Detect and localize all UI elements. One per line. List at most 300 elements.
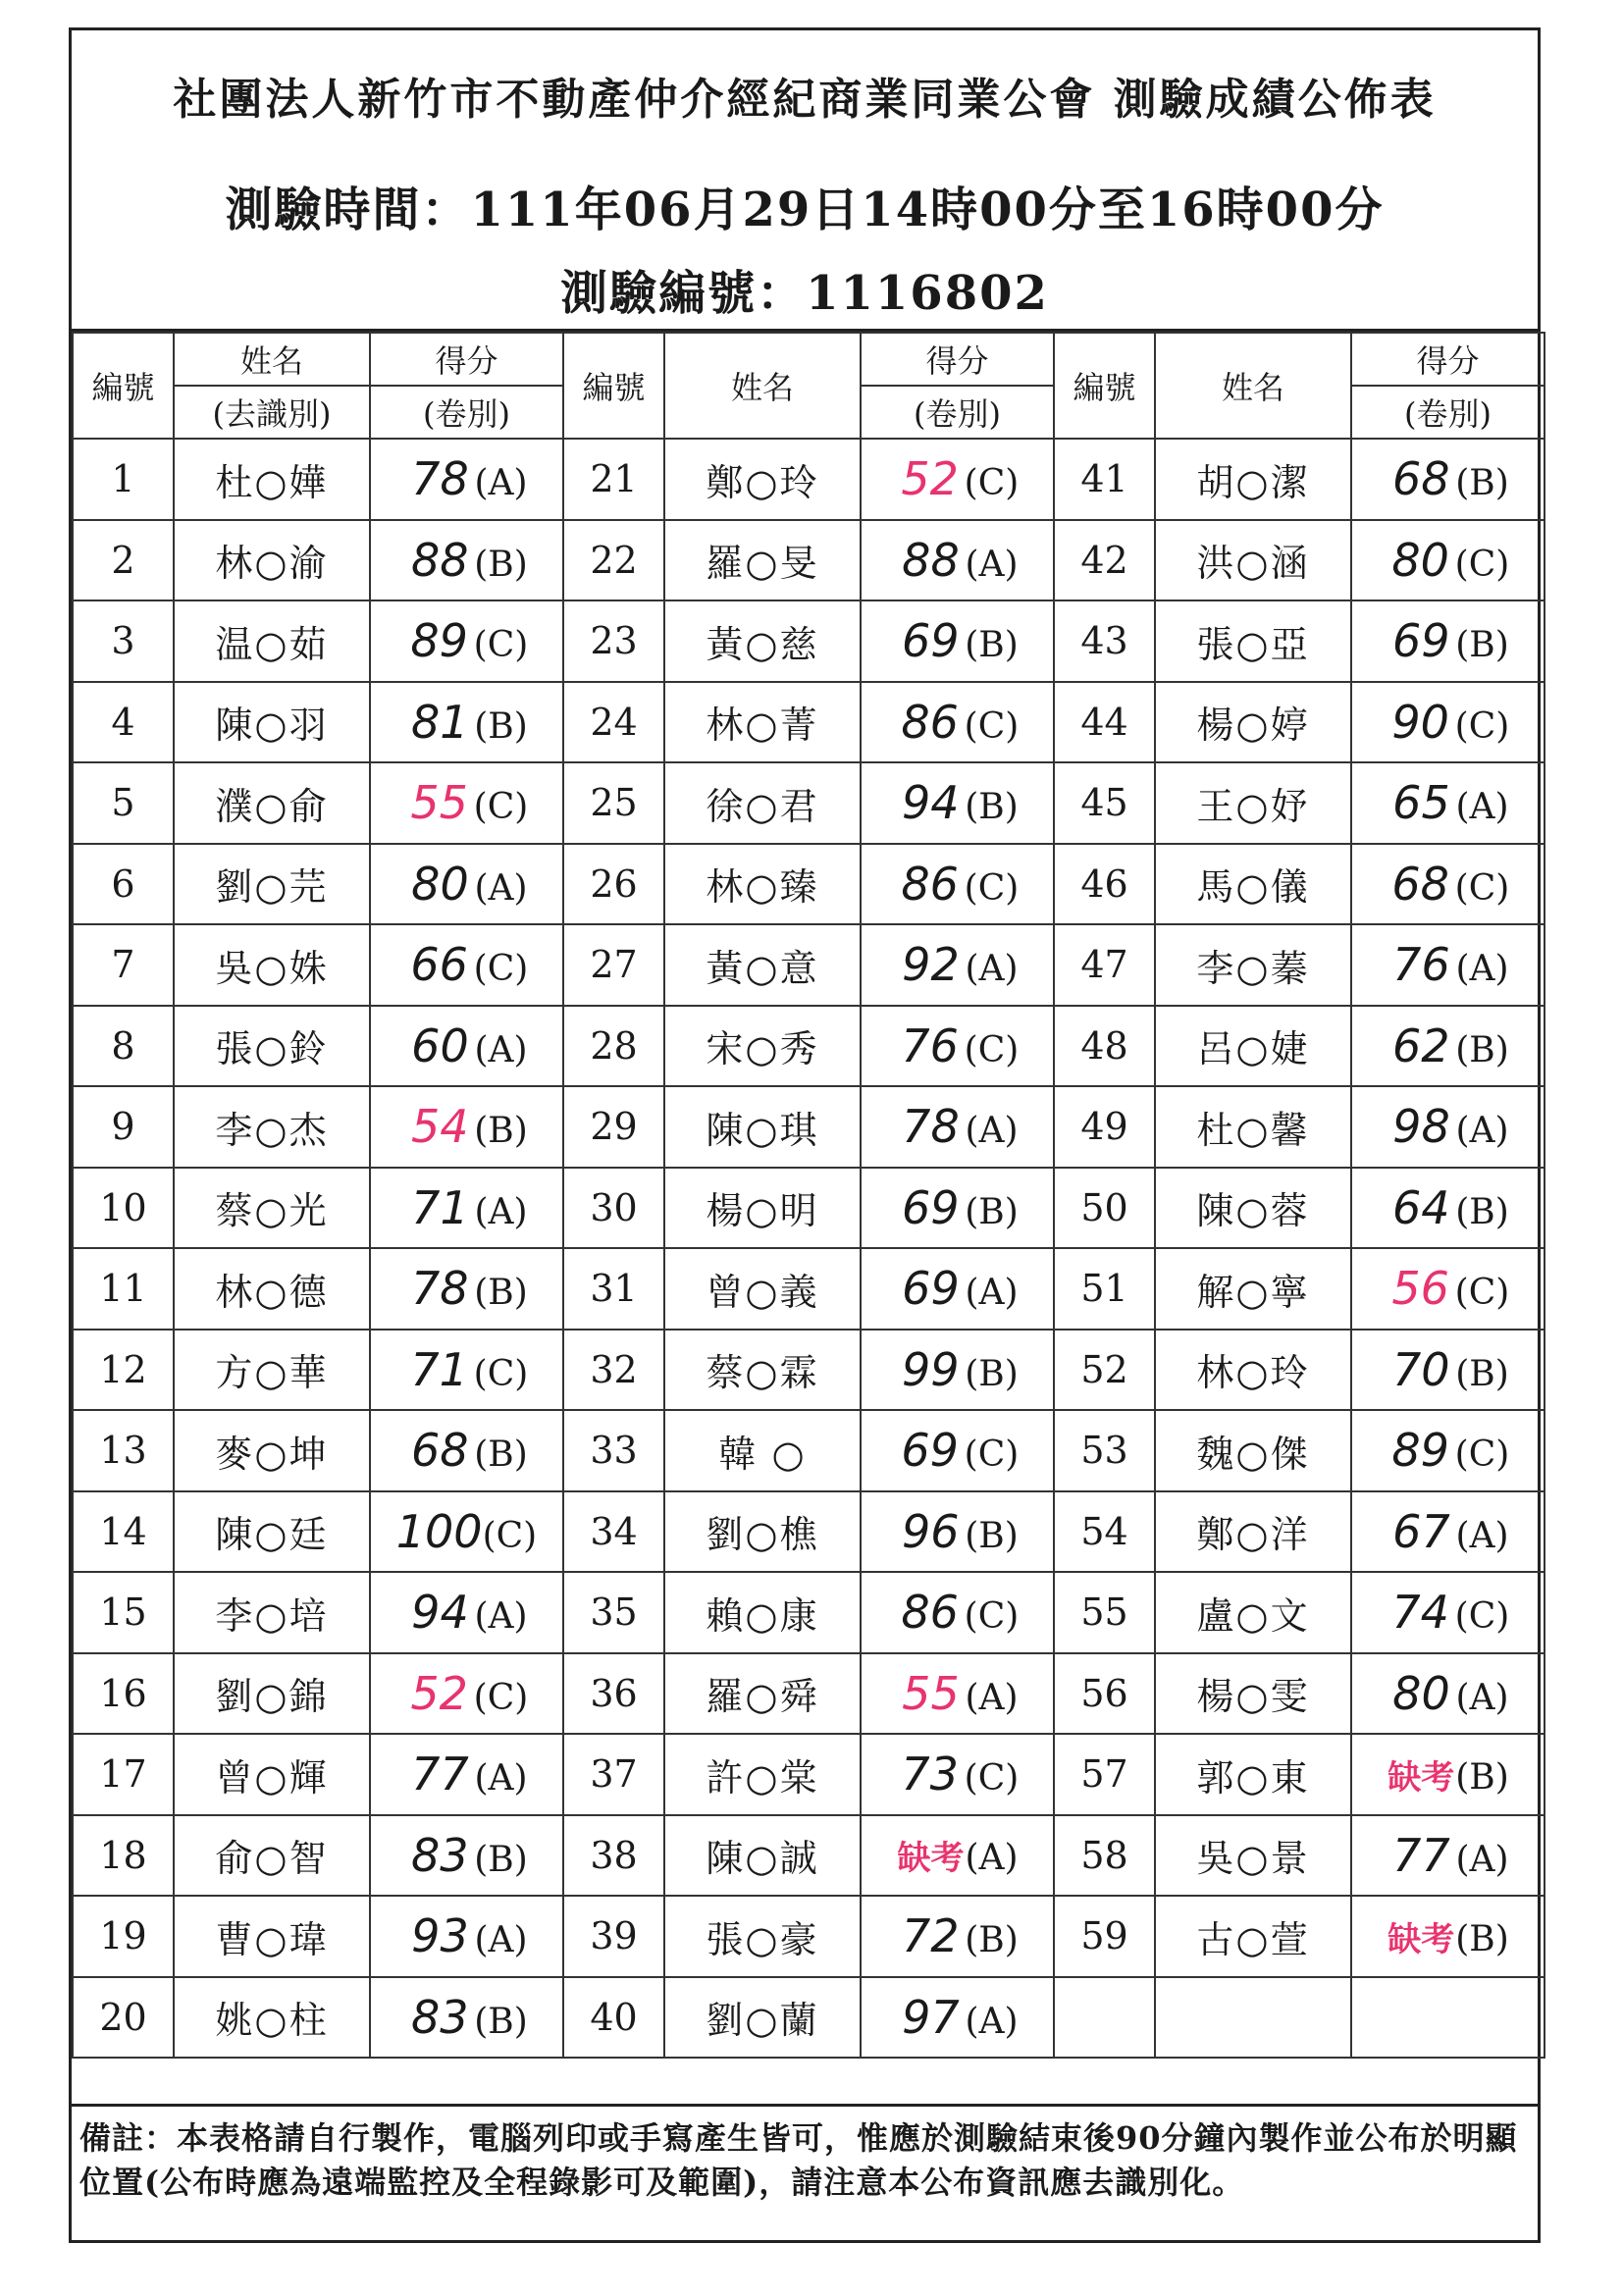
entry-score: 65 bbox=[1392, 776, 1450, 830]
entry-paper-type: (B) bbox=[965, 1353, 1019, 1394]
entry-paper-type: (C) bbox=[1454, 544, 1510, 585]
entry-score: 69 bbox=[1391, 614, 1450, 668]
entry-number: 32 bbox=[563, 1330, 664, 1411]
entry-name bbox=[1155, 1977, 1351, 2059]
entry-number: 43 bbox=[1054, 600, 1155, 682]
entry-score-cell bbox=[370, 600, 563, 682]
entry-number: 46 bbox=[1054, 844, 1155, 925]
entry-number: 8 bbox=[73, 1006, 174, 1087]
entry-score-cell bbox=[1351, 1086, 1544, 1168]
entry-score: 69 bbox=[902, 1262, 960, 1316]
entry-name: 胡○潔 bbox=[1155, 439, 1351, 520]
entry-score: 90 bbox=[1391, 695, 1449, 749]
entry-number: 26 bbox=[563, 844, 664, 925]
entry-score-cell bbox=[861, 1572, 1054, 1653]
entry-paper-type: (A) bbox=[474, 1758, 528, 1800]
entry-name: 賴○康 bbox=[664, 1572, 861, 1653]
entry-number: 38 bbox=[563, 1815, 664, 1897]
entry-score: 78 bbox=[410, 1262, 469, 1316]
entry-score-cell bbox=[1351, 762, 1544, 844]
entry-score: 62 bbox=[1391, 1018, 1450, 1072]
entry-score-cell bbox=[1351, 682, 1544, 763]
entry-score: 83 bbox=[410, 1990, 469, 2044]
entry-score: 77 bbox=[1392, 1828, 1450, 1882]
entry-paper-type: (B) bbox=[474, 1839, 528, 1880]
entry-name: 李○培 bbox=[174, 1572, 370, 1653]
entry-score-cell bbox=[1351, 1248, 1544, 1330]
entry-score-cell bbox=[861, 1815, 1054, 1897]
entry-name: 馬○儀 bbox=[1155, 844, 1351, 925]
entry-paper-type: (A) bbox=[965, 1838, 1019, 1879]
entry-score: 54 bbox=[410, 1100, 469, 1154]
entry-score-cell bbox=[861, 600, 1054, 682]
entry-number: 58 bbox=[1054, 1815, 1155, 1897]
entry-number: 44 bbox=[1054, 682, 1155, 763]
entry-score-cell bbox=[861, 1168, 1054, 1249]
entry-score-cell bbox=[370, 1248, 563, 1330]
entry-name: 蔡○光 bbox=[174, 1168, 370, 1249]
entry-name: 姚○柱 bbox=[174, 1977, 370, 2059]
entry-paper-type: (B) bbox=[474, 544, 528, 585]
entry-score: 76 bbox=[1392, 938, 1450, 992]
entry-number: 40 bbox=[563, 1977, 664, 2059]
col-header-name: 姓名 bbox=[664, 333, 861, 439]
entry-name: 劉○芫 bbox=[174, 844, 370, 925]
entry-name: 鄭○洋 bbox=[1155, 1491, 1351, 1573]
entry-score: 80 bbox=[411, 857, 469, 911]
entry-score-cell bbox=[370, 1653, 563, 1735]
entry-score: 93 bbox=[411, 1909, 469, 1963]
entry-number: 57 bbox=[1054, 1734, 1155, 1815]
entry-number: 21 bbox=[563, 439, 664, 520]
entry-score-cell bbox=[861, 1977, 1054, 2059]
table-row bbox=[73, 1977, 1544, 2059]
entry-score: 68 bbox=[410, 1424, 469, 1478]
scores-table bbox=[72, 332, 1545, 2059]
col-header-no: 編號 bbox=[73, 333, 174, 439]
entry-paper-type: (A) bbox=[965, 949, 1019, 990]
entry-score: 71 bbox=[410, 1342, 468, 1396]
page-title: 社團法人新竹市不動產仲介經紀商業同業公會 測驗成績公佈表 bbox=[173, 75, 1437, 125]
entry-number: 39 bbox=[563, 1896, 664, 1977]
entry-name: 黃○慈 bbox=[664, 600, 861, 682]
entry-score-cell bbox=[1351, 1977, 1544, 2059]
entry-paper-type: (B) bbox=[474, 1273, 528, 1314]
entry-score-cell bbox=[370, 1410, 563, 1491]
entry-number: 51 bbox=[1054, 1248, 1155, 1330]
entry-score-cell bbox=[861, 520, 1054, 601]
entry-score: 100 bbox=[395, 1504, 483, 1558]
entry-score-cell bbox=[1351, 439, 1544, 520]
entry-score: 86 bbox=[901, 1586, 959, 1640]
entry-name: 陳○羽 bbox=[174, 682, 370, 763]
entry-score: 72 bbox=[901, 1909, 960, 1963]
entry-score: 73 bbox=[901, 1748, 959, 1801]
entry-score: 94 bbox=[901, 776, 960, 830]
entry-score: 99 bbox=[901, 1342, 960, 1396]
entry-name: 林○玲 bbox=[1155, 1330, 1351, 1411]
entry-number: 9 bbox=[73, 1086, 174, 1168]
entry-name: 陳○琪 bbox=[664, 1086, 861, 1168]
entry-paper-type: (B) bbox=[1455, 1029, 1509, 1070]
entry-score-cell bbox=[370, 844, 563, 925]
entry-paper-type: (C) bbox=[964, 1758, 1020, 1800]
entry-number: 3 bbox=[73, 600, 174, 682]
entry-number: 1 bbox=[73, 439, 174, 520]
entry-number: 56 bbox=[1054, 1653, 1155, 1735]
entry-score: 68 bbox=[1391, 857, 1449, 911]
entry-score-cell bbox=[370, 1330, 563, 1411]
entry-score: 66 bbox=[410, 938, 468, 992]
entry-score-cell bbox=[861, 1248, 1054, 1330]
entry-number: 7 bbox=[73, 924, 174, 1006]
entry-score: 92 bbox=[902, 938, 960, 992]
entry-name: 呂○婕 bbox=[1155, 1006, 1351, 1087]
entry-name: 張○豪 bbox=[664, 1896, 861, 1977]
entry-paper-type: (A) bbox=[474, 1029, 528, 1070]
table-row bbox=[73, 1410, 1544, 1491]
entry-score-cell bbox=[1351, 1168, 1544, 1249]
entry-score-cell bbox=[1351, 1896, 1544, 1977]
entry-score: 71 bbox=[411, 1180, 469, 1234]
entry-number: 29 bbox=[563, 1086, 664, 1168]
entry-number: 59 bbox=[1054, 1896, 1155, 1977]
entry-number: 22 bbox=[563, 520, 664, 601]
entry-name: 陳○蓉 bbox=[1155, 1168, 1351, 1249]
table-row bbox=[73, 1491, 1544, 1573]
entry-number: 31 bbox=[563, 1248, 664, 1330]
entry-paper-type: (C) bbox=[1454, 705, 1510, 747]
entry-score: 83 bbox=[410, 1828, 469, 1882]
entry-number: 18 bbox=[73, 1815, 174, 1897]
entry-score-cell bbox=[861, 1491, 1054, 1573]
entry-score: 64 bbox=[1391, 1180, 1450, 1234]
entry-score-cell bbox=[861, 682, 1054, 763]
entry-name: 楊○婷 bbox=[1155, 682, 1351, 763]
entry-paper-type: (A) bbox=[965, 544, 1019, 585]
entry-name: 劉○樵 bbox=[664, 1491, 861, 1573]
entry-score: 70 bbox=[1391, 1342, 1450, 1396]
entry-score-cell bbox=[370, 1572, 563, 1653]
entry-number: 49 bbox=[1054, 1086, 1155, 1168]
absent-mark: 缺考 bbox=[1387, 1919, 1455, 1959]
entry-name: 劉○蘭 bbox=[664, 1977, 861, 2059]
entry-paper-type: (C) bbox=[482, 1515, 538, 1556]
entry-number: 53 bbox=[1054, 1410, 1155, 1491]
entry-number: 19 bbox=[73, 1896, 174, 1977]
entry-paper-type: (B) bbox=[474, 2001, 528, 2042]
entry-number bbox=[1054, 1977, 1155, 2059]
entry-name: 温○茹 bbox=[174, 600, 370, 682]
entry-number: 13 bbox=[73, 1410, 174, 1491]
entry-score-cell bbox=[370, 1168, 563, 1249]
table-row bbox=[73, 844, 1544, 925]
entry-number: 12 bbox=[73, 1330, 174, 1411]
entry-score-cell bbox=[370, 762, 563, 844]
table-row bbox=[73, 1653, 1544, 1735]
entry-score: 55 bbox=[902, 1666, 960, 1720]
entry-score-cell bbox=[370, 439, 563, 520]
entry-name: 麥○坤 bbox=[174, 1410, 370, 1491]
entry-paper-type: (A) bbox=[965, 1111, 1019, 1152]
entry-name: 吳○姝 bbox=[174, 924, 370, 1006]
entry-number: 17 bbox=[73, 1734, 174, 1815]
entry-score-cell bbox=[370, 1491, 563, 1573]
entry-number: 47 bbox=[1054, 924, 1155, 1006]
table-row bbox=[73, 1896, 1544, 1977]
entry-score-cell bbox=[370, 520, 563, 601]
entry-paper-type: (A) bbox=[474, 1596, 528, 1638]
entry-name: 陳○廷 bbox=[174, 1491, 370, 1573]
entry-paper-type: (A) bbox=[474, 867, 528, 909]
entry-name: 羅○舜 bbox=[664, 1653, 861, 1735]
col-header-name-note: (去識別) bbox=[174, 386, 370, 439]
entry-score: 86 bbox=[901, 695, 959, 749]
entry-name: 林○菁 bbox=[664, 682, 861, 763]
entry-paper-type: (A) bbox=[1455, 949, 1509, 990]
table-row bbox=[73, 1572, 1544, 1653]
entry-name: 林○德 bbox=[174, 1248, 370, 1330]
absent-mark: 缺考 bbox=[897, 1839, 965, 1879]
col-header-paper: (卷別) bbox=[370, 386, 563, 439]
entry-score: 74 bbox=[1391, 1586, 1449, 1640]
entry-number: 33 bbox=[563, 1410, 664, 1491]
entry-paper-type: (A) bbox=[474, 1920, 528, 1961]
entry-score-cell bbox=[1351, 1815, 1544, 1897]
entry-paper-type: (A) bbox=[1455, 1515, 1509, 1556]
entry-paper-type: (C) bbox=[964, 463, 1020, 504]
results-sheet bbox=[69, 27, 1541, 2243]
entry-number: 2 bbox=[73, 520, 174, 601]
entry-number: 35 bbox=[563, 1572, 664, 1653]
entry-name: 蔡○霖 bbox=[664, 1330, 861, 1411]
entry-paper-type: (A) bbox=[1455, 1111, 1509, 1152]
entry-paper-type: (C) bbox=[1454, 1596, 1510, 1638]
entry-score: 69 bbox=[901, 1180, 960, 1234]
table-row bbox=[73, 1734, 1544, 1815]
col-header-score: 得分 bbox=[861, 333, 1054, 386]
entry-score-cell bbox=[1351, 1734, 1544, 1815]
entry-paper-type: (B) bbox=[1455, 1353, 1509, 1394]
entry-score-cell bbox=[1351, 1491, 1544, 1573]
entry-score-cell bbox=[1351, 924, 1544, 1006]
entry-number: 11 bbox=[73, 1248, 174, 1330]
entry-number: 52 bbox=[1054, 1330, 1155, 1411]
entry-paper-type: (C) bbox=[964, 867, 1020, 909]
table-row bbox=[73, 520, 1544, 601]
entry-paper-type: (A) bbox=[1455, 1839, 1509, 1880]
entry-number: 50 bbox=[1054, 1168, 1155, 1249]
entry-name: 林○渝 bbox=[174, 520, 370, 601]
entry-name: 王○妤 bbox=[1155, 762, 1351, 844]
entry-name: 張○鈴 bbox=[174, 1006, 370, 1087]
entry-score: 67 bbox=[1392, 1504, 1450, 1558]
entry-score: 88 bbox=[902, 533, 960, 587]
entry-score: 78 bbox=[411, 452, 469, 506]
entry-paper-type: (A) bbox=[965, 2001, 1019, 2042]
entry-score-cell bbox=[370, 1086, 563, 1168]
entry-paper-type: (C) bbox=[964, 1435, 1020, 1476]
col-header-name: 姓名 bbox=[174, 333, 370, 386]
entry-score-cell bbox=[861, 1086, 1054, 1168]
table-row bbox=[73, 1248, 1544, 1330]
absent-mark: 缺考 bbox=[1387, 1757, 1455, 1798]
entry-score: 55 bbox=[410, 776, 468, 830]
entry-score: 89 bbox=[410, 614, 468, 668]
col-header-paper: (卷別) bbox=[1351, 386, 1544, 439]
remark-note: 備註：本表格請自行製作，電腦列印或手寫產生皆可，惟應於測驗結束後90分鐘內製作並公布於明顯位置(公布時應為遠端監控及全程錄影可及範圍)，請注意本公布資訊應去識別化。 bbox=[72, 2104, 1538, 2240]
entry-name: 張○亞 bbox=[1155, 600, 1351, 682]
entry-number: 28 bbox=[563, 1006, 664, 1087]
entry-score: 96 bbox=[901, 1504, 960, 1558]
entry-score: 69 bbox=[901, 614, 960, 668]
entry-number: 14 bbox=[73, 1491, 174, 1573]
entry-paper-type: (C) bbox=[1454, 1435, 1510, 1476]
entry-score: 94 bbox=[411, 1586, 469, 1640]
entry-score-cell bbox=[370, 1734, 563, 1815]
entry-paper-type: (C) bbox=[964, 1029, 1020, 1070]
entry-number: 42 bbox=[1054, 520, 1155, 601]
entry-paper-type: (A) bbox=[965, 1677, 1019, 1718]
entry-paper-type: (C) bbox=[964, 1596, 1020, 1638]
entry-name: 許○棠 bbox=[664, 1734, 861, 1815]
entry-paper-type: (B) bbox=[965, 1191, 1019, 1232]
entry-score-cell bbox=[861, 439, 1054, 520]
entry-paper-type: (C) bbox=[473, 949, 529, 990]
entry-number: 27 bbox=[563, 924, 664, 1006]
entry-score: 52 bbox=[410, 1666, 468, 1720]
col-header-no: 編號 bbox=[1054, 333, 1155, 439]
entry-name: 洪○涵 bbox=[1155, 520, 1351, 601]
entry-name: 曾○輝 bbox=[174, 1734, 370, 1815]
entry-name: 方○華 bbox=[174, 1330, 370, 1411]
entry-paper-type: (B) bbox=[474, 705, 528, 747]
entry-score-cell bbox=[861, 762, 1054, 844]
entry-score-cell bbox=[1351, 520, 1544, 601]
entry-name: 杜○馨 bbox=[1155, 1086, 1351, 1168]
entry-paper-type: (C) bbox=[473, 1677, 529, 1718]
entry-paper-type: (B) bbox=[965, 787, 1019, 828]
entry-name: 曾○義 bbox=[664, 1248, 861, 1330]
entry-paper-type: (C) bbox=[1454, 1273, 1510, 1314]
entry-score: 56 bbox=[1391, 1262, 1449, 1316]
entry-score: 76 bbox=[901, 1018, 959, 1072]
entry-paper-type: (A) bbox=[965, 1273, 1019, 1314]
col-header-name: 姓名 bbox=[1155, 333, 1351, 439]
table-row bbox=[73, 1086, 1544, 1168]
entry-name: 楊○雯 bbox=[1155, 1653, 1351, 1735]
col-header-score: 得分 bbox=[1351, 333, 1544, 386]
entry-name: 徐○君 bbox=[664, 762, 861, 844]
exam-time: 測驗時間：111年06月29日14時00分至16時00分 bbox=[225, 183, 1385, 237]
entry-name: 吳○景 bbox=[1155, 1815, 1351, 1897]
entry-number: 16 bbox=[73, 1653, 174, 1735]
entry-score: 98 bbox=[1392, 1100, 1450, 1154]
entry-score-cell bbox=[1351, 600, 1544, 682]
table-row bbox=[73, 682, 1544, 763]
exam-number: 測驗編號：1116802 bbox=[560, 266, 1049, 321]
entry-paper-type: (B) bbox=[1455, 625, 1509, 666]
entry-paper-type: (C) bbox=[473, 625, 529, 666]
entry-number: 45 bbox=[1054, 762, 1155, 844]
entry-score-cell bbox=[1351, 1653, 1544, 1735]
entry-name: 解○寧 bbox=[1155, 1248, 1351, 1330]
entry-paper-type: (C) bbox=[473, 787, 529, 828]
entry-paper-type: (B) bbox=[1455, 1191, 1509, 1232]
entry-name: 李○杰 bbox=[174, 1086, 370, 1168]
entry-score: 88 bbox=[410, 533, 469, 587]
entry-number: 36 bbox=[563, 1653, 664, 1735]
entry-paper-type: (C) bbox=[473, 1353, 529, 1394]
entry-paper-type: (A) bbox=[474, 463, 528, 504]
entry-number: 20 bbox=[73, 1977, 174, 2059]
entry-paper-type: (B) bbox=[474, 1435, 528, 1476]
entry-score-cell bbox=[861, 924, 1054, 1006]
entry-score-cell bbox=[1351, 844, 1544, 925]
entry-name: 盧○文 bbox=[1155, 1572, 1351, 1653]
col-header-no: 編號 bbox=[563, 333, 664, 439]
entry-paper-type: (C) bbox=[964, 705, 1020, 747]
entry-score-cell bbox=[1351, 1572, 1544, 1653]
entry-score: 89 bbox=[1391, 1424, 1449, 1478]
entry-score-cell bbox=[370, 1977, 563, 2059]
sheet-header bbox=[72, 30, 1538, 332]
entry-name: 李○蓁 bbox=[1155, 924, 1351, 1006]
entry-score-cell bbox=[1351, 1006, 1544, 1087]
entry-score-cell bbox=[1351, 1330, 1544, 1411]
entry-number: 41 bbox=[1054, 439, 1155, 520]
entry-paper-type: (B) bbox=[1455, 1918, 1509, 1959]
table-row bbox=[73, 762, 1544, 844]
entry-number: 23 bbox=[563, 600, 664, 682]
entry-paper-type: (B) bbox=[965, 1515, 1019, 1556]
entry-name: 陳○誠 bbox=[664, 1815, 861, 1897]
entry-number: 25 bbox=[563, 762, 664, 844]
entry-name: 楊○明 bbox=[664, 1168, 861, 1249]
entry-paper-type: (A) bbox=[1455, 787, 1509, 828]
entry-number: 54 bbox=[1054, 1491, 1155, 1573]
entry-score: 97 bbox=[902, 1990, 960, 2044]
entry-name: 羅○旻 bbox=[664, 520, 861, 601]
entry-paper-type: (B) bbox=[1455, 463, 1509, 504]
entry-score: 52 bbox=[901, 452, 959, 506]
entry-number: 24 bbox=[563, 682, 664, 763]
entry-score-cell bbox=[861, 1896, 1054, 1977]
entry-number: 48 bbox=[1054, 1006, 1155, 1087]
entry-name: 郭○東 bbox=[1155, 1734, 1351, 1815]
entry-number: 4 bbox=[73, 682, 174, 763]
entry-number: 34 bbox=[563, 1491, 664, 1573]
entry-paper-type: (C) bbox=[1454, 867, 1510, 909]
table-row bbox=[73, 924, 1544, 1006]
entry-score: 78 bbox=[902, 1100, 960, 1154]
entry-paper-type: (A) bbox=[1455, 1677, 1509, 1718]
entry-name: 古○萱 bbox=[1155, 1896, 1351, 1977]
table-row bbox=[73, 439, 1544, 520]
table-row bbox=[73, 1168, 1544, 1249]
table-row bbox=[73, 1815, 1544, 1897]
entry-paper-type: (B) bbox=[1455, 1756, 1509, 1798]
entry-name: 魏○傑 bbox=[1155, 1410, 1351, 1491]
entry-number: 37 bbox=[563, 1734, 664, 1815]
scores-table-body bbox=[73, 333, 1544, 2058]
entry-name: 濮○俞 bbox=[174, 762, 370, 844]
entry-score-cell bbox=[861, 1330, 1054, 1411]
entry-number: 15 bbox=[73, 1572, 174, 1653]
entry-name: 俞○智 bbox=[174, 1815, 370, 1897]
entry-name: 韓 ○ bbox=[664, 1410, 861, 1491]
entry-score: 68 bbox=[1391, 452, 1450, 506]
